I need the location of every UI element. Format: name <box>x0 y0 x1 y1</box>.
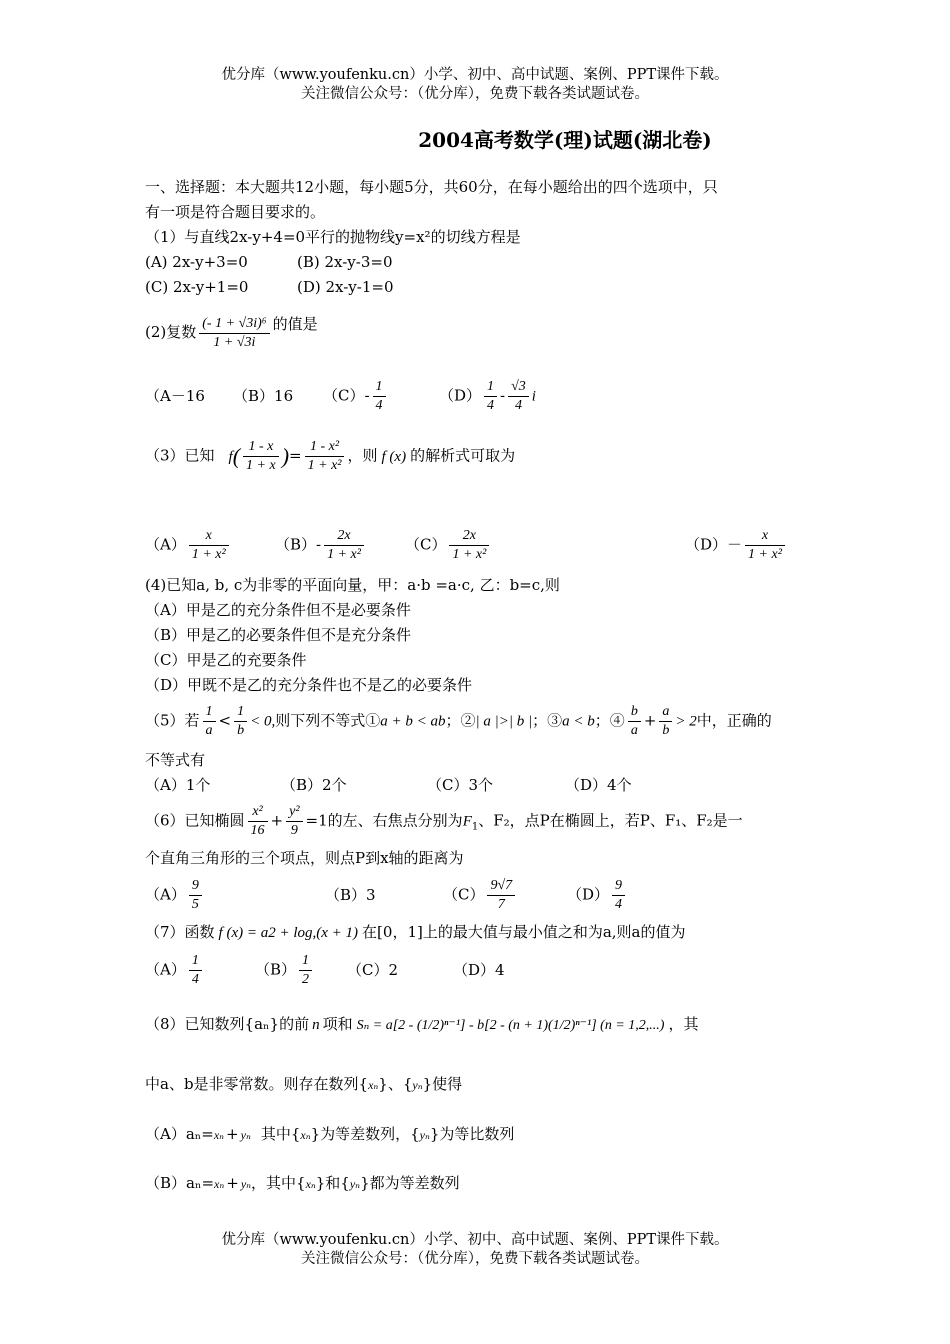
q8-option-a-x2: xₙ <box>300 1128 311 1142</box>
q6-option-c-fraction <box>487 877 515 914</box>
q3-paren-close: ) <box>281 443 290 469</box>
q8-option-b-x: xₙ <box>214 1177 225 1191</box>
q8-mid: 项和 <box>322 1015 353 1033</box>
q3-inner-num: 1 - x <box>243 438 279 457</box>
q3-option-b-num: 2x <box>324 527 364 546</box>
q3-rhs-den: 1 + x² <box>307 458 342 473</box>
q8-stem <box>145 1014 698 1036</box>
q3-option-d-den: 1 + x² <box>748 547 782 562</box>
q3-mid: ，则 <box>347 446 378 465</box>
q5-frac-3 <box>628 703 641 740</box>
q8-option-a-plus: + <box>226 1125 239 1143</box>
q2-option-a: （A－16 <box>145 386 205 405</box>
q8-option-a <box>145 1124 514 1145</box>
q7-option-b-fraction <box>299 952 312 989</box>
q4-option-a: （A）甲是乙的充分条件但不是必要条件 <box>145 601 411 619</box>
q3-option-c-num: 2x <box>449 527 489 546</box>
q1-option-b: (B) 2x-y-3=0 <box>297 253 393 271</box>
q3-option-d-num: x <box>745 527 785 546</box>
q5-frac-1-den: a <box>205 723 213 738</box>
q3-option-a <box>145 527 275 564</box>
q5-option-d: （D）4个 <box>565 776 632 794</box>
q8-n: n <box>312 1017 320 1033</box>
q8-option-a-text-1: （A）aₙ= <box>145 1125 214 1143</box>
q2-option-d-den2: 4 <box>514 398 522 413</box>
q5-frac-4-num: a <box>659 703 672 722</box>
q3-option-c-den: 1 + x² <box>452 547 487 562</box>
q8-option-a-text-2: 其中{ <box>260 1125 301 1143</box>
q6-rest: 、F₂，点P在椭圆上，若P、F₁、F₂是一 <box>478 811 743 830</box>
q6-mid: 的左、右焦点分别为 <box>327 811 463 830</box>
q2-option-d-fraction-1 <box>484 378 497 415</box>
header-line-2: 关注微信公众号：（优分库），免费下载各类试题试卷。 <box>301 86 649 102</box>
q5-option-b: （B）2个 <box>281 776 347 794</box>
q7-stem <box>145 922 686 943</box>
q1-options-row-1 <box>145 252 393 272</box>
q6-option-a-num: 9 <box>189 877 202 896</box>
q6-option-c-den: 7 <box>497 897 505 912</box>
q2-prefix: (2)复数 <box>145 323 197 341</box>
q8-option-b <box>145 1173 460 1194</box>
q3-option-a-fraction <box>189 527 229 564</box>
q4-option-d: （D）甲既不是乙的充分条件也不是乙的必要条件 <box>145 676 473 694</box>
q3-option-a-den: 1 + x² <box>191 547 226 562</box>
q2-option-c-label: （C）- <box>323 386 370 405</box>
q6-f1-sub: 1 <box>471 821 479 833</box>
q6-option-a-fraction <box>189 877 202 914</box>
q6-option-a-den: 5 <box>191 897 199 912</box>
q8-option-b-y2: yₙ <box>349 1177 361 1191</box>
q6-f1: F <box>462 813 472 830</box>
q3-suffix: 的解析式可取为 <box>410 446 516 465</box>
q1-stem: （1）与直线2x-y+4=0平行的抛物线y=x²的切线方程是 <box>145 228 521 246</box>
q7-option-a-num: 1 <box>189 952 202 971</box>
q4-option-c: （C）甲是乙的充要条件 <box>145 651 307 669</box>
q2-denominator: 1 + √3i <box>213 334 256 350</box>
q5-option-a: （A）1个 <box>145 776 211 794</box>
header-line-1: 优分库（www.youfenku.cn）小学、初中、高中试题、案例、PPT课件下载。 <box>221 67 729 83</box>
q6-prefix: （6）已知椭圆 <box>145 811 245 830</box>
q7-option-a-label: （A） <box>145 960 186 979</box>
q2-option-d <box>439 378 536 415</box>
q6-eq: =1 <box>305 811 328 830</box>
q7-option-a-fraction <box>189 952 202 989</box>
page-footer <box>0 1231 950 1269</box>
q8-option-a-x: xₙ <box>213 1128 225 1142</box>
q2-suffix: 的值是 <box>272 315 318 333</box>
page-title: 2004高考数学(理)试题(湖北卷) <box>418 128 712 152</box>
q3-option-b-den: 1 + x² <box>327 547 361 562</box>
q8-suffix: ，其 <box>668 1015 699 1033</box>
q1-options-row-2 <box>145 277 394 297</box>
q7-option-b-den: 2 <box>302 972 310 987</box>
q7-option-b-num: 1 <box>299 952 312 971</box>
q6-option-d-label: （D） <box>567 885 610 904</box>
q6-option-a-label: （A） <box>145 885 186 904</box>
q6-option-d <box>567 877 628 914</box>
q5-frac-1-num: 1 <box>203 703 216 722</box>
q4-stem: (4)已知a, b, c为非零的平面向量，甲：a·b =a·c, 乙：b=c,则 <box>145 576 560 594</box>
q8-option-a-y: yₙ <box>240 1128 251 1142</box>
q3-equals: = <box>289 446 302 465</box>
q8-line-2a: 中a、b是非零常数。则存在数列{ <box>145 1075 369 1093</box>
q8-option-a-y2: yₙ <box>419 1128 430 1142</box>
q7-option-c: （C）2 <box>347 960 399 979</box>
q7-prefix: （7）函数 <box>145 923 215 941</box>
q8-line-2 <box>145 1074 462 1095</box>
q6-options <box>145 877 628 914</box>
q7-option-a <box>145 952 255 989</box>
q2-option-c-den: 4 <box>375 398 383 413</box>
q8-option-b-text-3: }和{ <box>315 1174 350 1192</box>
q8-option-b-plus: + <box>226 1174 239 1192</box>
q3-option-c <box>405 527 685 564</box>
q6-option-d-num: 9 <box>612 877 625 896</box>
q6-frac-1-num: x² <box>248 803 268 822</box>
q3-f: f <box>228 448 233 465</box>
q6-frac-2-den: 9 <box>290 823 298 838</box>
q6-option-d-fraction <box>612 877 625 914</box>
q5-prefix: （5）若 <box>145 711 200 730</box>
q3-option-b-fraction <box>324 527 364 564</box>
q3-option-d <box>685 527 788 564</box>
q6-option-d-den: 4 <box>615 897 623 912</box>
q5-frac-3-den: a <box>630 723 638 738</box>
q8-line-2c: }使得 <box>422 1075 463 1093</box>
q6-stem <box>145 803 743 840</box>
q3-options <box>145 527 788 564</box>
q7-suffix: 在[0，1]上的最大值与最小值之和为a,则a的值为 <box>362 923 686 941</box>
q8-option-b-text-2: ，其中{ <box>251 1174 306 1192</box>
q2-stem <box>145 314 318 352</box>
q2-option-b: （B）16 <box>233 386 294 405</box>
q5-ineq-3: a < b <box>562 713 595 730</box>
q5-line-2: 不等式有 <box>145 751 206 769</box>
q3-option-d-label: （D）－ <box>685 535 743 554</box>
q3-fx: f (x) <box>381 448 407 465</box>
q3-inner-den: 1 + x <box>246 458 276 473</box>
q8-yn: yₙ <box>412 1078 423 1092</box>
q3-option-a-num: x <box>189 527 229 546</box>
q5-mid1: 则下列不等式① <box>275 711 381 730</box>
q7-option-b <box>255 952 347 989</box>
q1-option-a: (A) 2x-y+3=0 <box>145 253 248 271</box>
q6-option-c-num: 9√7 <box>487 877 515 896</box>
q5-frac-1 <box>203 703 216 740</box>
q3-option-c-fraction <box>449 527 489 564</box>
q6-option-a <box>145 877 325 914</box>
q5-stem <box>145 703 772 740</box>
q5-cond: < 0, <box>250 713 276 730</box>
q5-frac-2-den: b <box>237 723 245 738</box>
q6-option-c-label: （C） <box>443 885 485 904</box>
footer-line-1: 优分库（www.youfenku.cn）小学、初中、高中试题、案例、PPT课件下载。 <box>221 1232 729 1248</box>
q2-option-d-den1: 4 <box>487 398 495 413</box>
q4-option-b: （B）甲是乙的必要条件但不是充分条件 <box>145 626 412 644</box>
footer-line-2: 关注微信公众号：（优分库），免费下载各类试题试卷。 <box>301 1251 649 1267</box>
q2-option-d-i: i <box>531 388 536 405</box>
q8-option-b-text-4: }都为等差数列 <box>360 1174 460 1192</box>
q3-option-a-label: （A） <box>145 535 186 554</box>
q2-option-d-num2: √3 <box>508 378 529 397</box>
q6-line-2: 个直角三角形的三个项点，则点P到x轴的距离为 <box>145 849 464 867</box>
q7-option-a-den: 4 <box>191 972 199 987</box>
q6-frac-1-den: 16 <box>250 823 265 838</box>
q2-option-d-num1: 1 <box>484 378 497 397</box>
q6-frac-2-num: y² <box>286 803 302 822</box>
q2-option-d-minus: - <box>500 386 506 405</box>
q7-option-d: （D）4 <box>453 960 505 979</box>
q5-frac-3-num: b <box>628 703 641 722</box>
q5-frac-2 <box>234 703 247 740</box>
q8-option-a-text-3: }为等差数列，{ <box>310 1125 420 1143</box>
q5-lt: < <box>218 711 232 730</box>
q3-option-b <box>275 527 405 564</box>
intro-line-2: 有一项是符合题目要求的。 <box>145 203 326 221</box>
q5-suffix: 中，正确的 <box>696 711 772 730</box>
q2-option-c-fraction <box>373 378 386 415</box>
q1-option-c: (C) 2x-y+1=0 <box>145 278 249 296</box>
q5-gt: > 2 <box>675 713 697 730</box>
q3-option-b-label: （B）- <box>275 535 322 554</box>
q2-fraction <box>199 315 269 352</box>
q3-stem <box>145 438 515 475</box>
q8-option-b-x2: xₙ <box>305 1177 316 1191</box>
q6-option-b: （B）3 <box>325 885 376 904</box>
q5-plus: + <box>643 711 657 730</box>
q1-option-d: (D) 2x-y-1=0 <box>297 278 394 296</box>
q8-xn: xₙ <box>368 1078 379 1092</box>
q8-option-b-y: yₙ <box>240 1177 252 1191</box>
q7-expression: f (x) = a2 + log,(x + 1) <box>218 925 359 941</box>
q5-mid3: ；③ <box>532 711 563 730</box>
q5-mid2: ；② <box>445 711 476 730</box>
q8-formula: Sₙ = a[2 - (1/2)ⁿ⁻¹] - b[2 - (n + 1)(1/2)ⁿ⁻¹] (n = 1,2,...) <box>356 1018 665 1033</box>
q7-option-b-label: （B） <box>255 960 297 979</box>
q3-option-c-label: （C） <box>405 535 447 554</box>
q5-option-c: （C）3个 <box>427 776 494 794</box>
q8-option-b-text-1: （B）aₙ= <box>145 1174 215 1192</box>
q8-line-2b: }、{ <box>378 1075 413 1093</box>
q3-inner-fraction <box>243 438 279 475</box>
intro-line-1: 一、选择题：本大题共12小题，每小题5分，共60分，在每小题给出的四个选项中，只 <box>145 178 718 196</box>
q5-frac-2-num: 1 <box>234 703 247 722</box>
q5-frac-4 <box>659 703 672 740</box>
q3-prefix: （3）已知 <box>145 446 215 465</box>
q2-option-d-fraction-2 <box>508 378 529 415</box>
q8-prefix: （8）已知数列{aₙ}的前 <box>145 1015 310 1033</box>
q8-option-a-text-4: }为等比数列 <box>429 1125 515 1143</box>
q6-option-c <box>443 877 567 914</box>
q2-option-c <box>323 378 439 415</box>
q2-options <box>145 378 536 415</box>
q3-paren-open: ( <box>232 443 241 469</box>
q6-plus: + <box>270 811 284 830</box>
q5-ineq-2: | a |>| b | <box>475 713 533 730</box>
q5-ineq-1: a + b < ab <box>380 713 446 730</box>
q7-options <box>145 952 505 989</box>
q5-options <box>145 775 632 795</box>
q3-option-d-fraction <box>745 527 785 564</box>
q6-frac-2 <box>286 803 302 840</box>
page-header <box>0 66 950 104</box>
q2-option-c-num: 1 <box>373 378 386 397</box>
q3-rhs-num: 1 - x² <box>305 438 345 457</box>
q2-option-d-label: （D） <box>439 386 482 405</box>
q5-mid4: ；④ <box>594 711 625 730</box>
q3-rhs-fraction <box>305 438 345 475</box>
q5-frac-4-den: b <box>662 723 670 738</box>
q2-numerator: (- 1 + √3i)⁶ <box>199 315 269 334</box>
q6-frac-1 <box>248 803 268 840</box>
